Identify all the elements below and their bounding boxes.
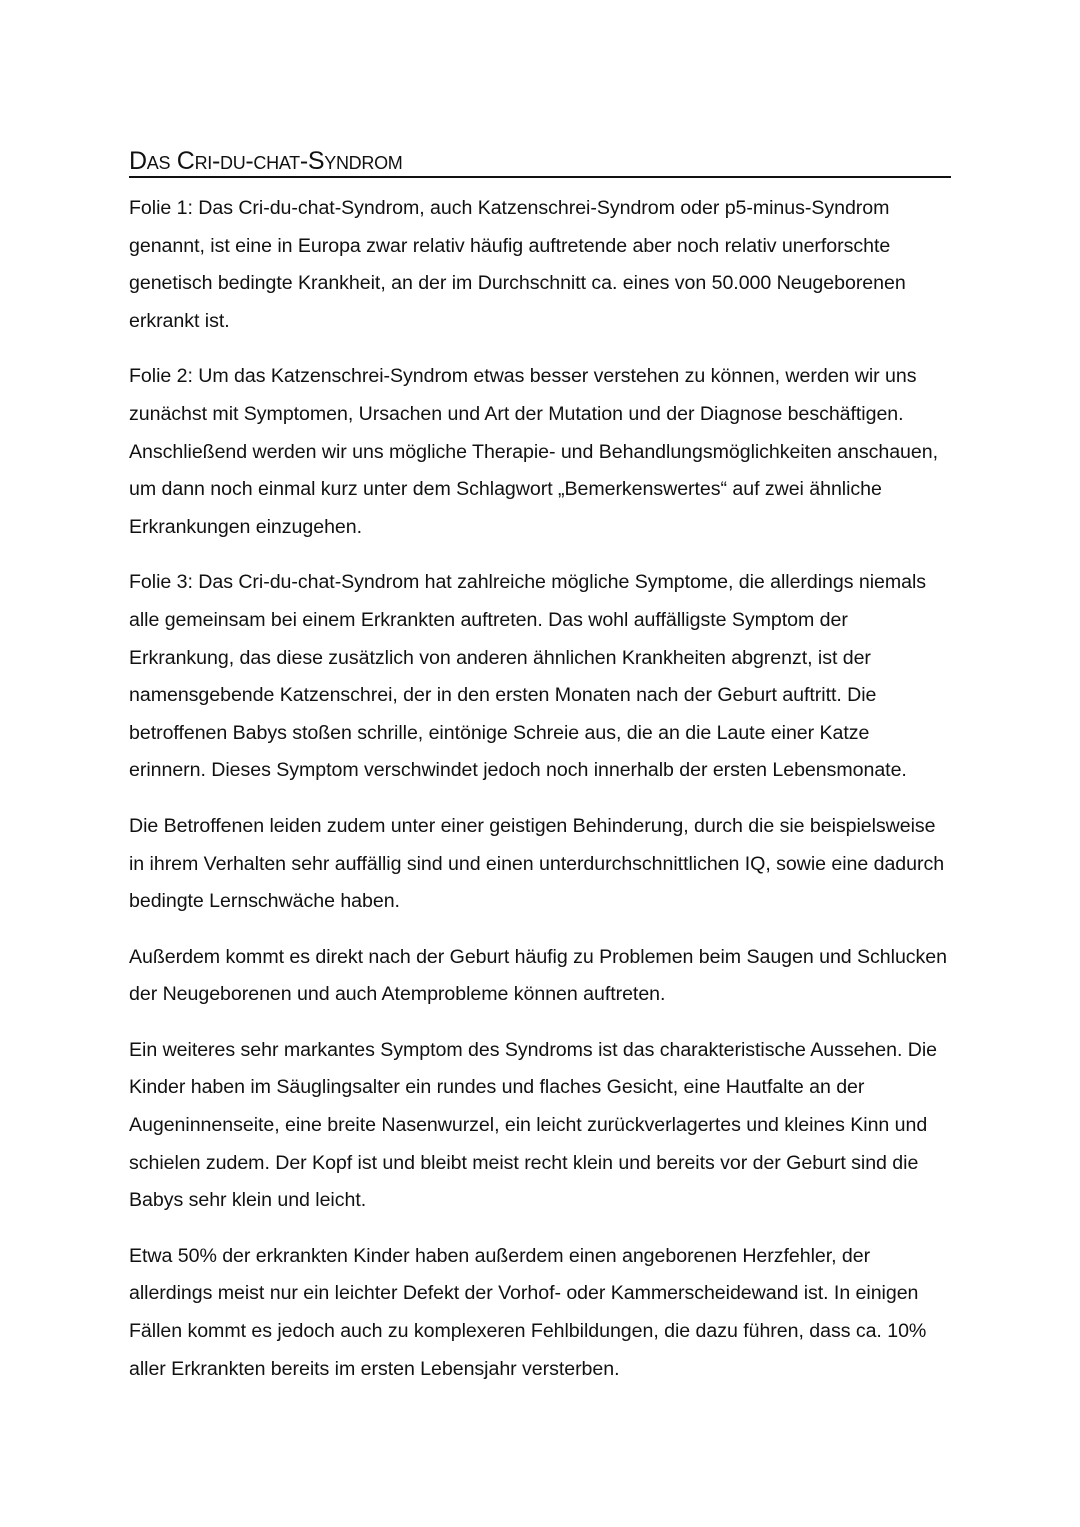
document-page (129, 146, 951, 1406)
paragraph-aussehen: Ein weiteres sehr markantes Symptom des Syndroms ist das charakteristische Aussehen. Die Kinder haben im Säuglingsalter ein rundes und flaches Gesicht, eine Hautfalte an der Augeninnenseite, eine breite Nasenwurzel, ein leicht zurückverlagertes und kleines Kinn und schielen zudem. Der Kopf ist und bleibt meist recht klein und bereits vor der Geburt sind die Babys sehr klein und leicht. (129, 1038, 937, 1212)
document-body (129, 190, 951, 1388)
document-title: Das Cri-du-chat-Syndrom (129, 146, 951, 178)
paragraph-folie-2: Folie 2: Um das Katzenschrei-Syndrom etwas besser verstehen zu können, werden wir uns zunächst mit Symptomen, Ursachen und Art der Mutation und der Diagnose beschäftigen. Anschließend werden wir uns mögliche Therapie- und Behandlungsmöglichkeiten anschauen, um dann noch einmal kurz unter dem Schlagwort „Bemerkenswertes“ auf zwei ähnliche Erkrankungen einzugehen. (129, 365, 938, 538)
paragraph-folie-3: Folie 3: Das Cri-du-chat-Syndrom hat zahlreiche mögliche Symptome, die allerdings niemals alle gemeinsam bei einem Erkrankten auftreten. Das wohl auffälligste Symptom der Erkrankung, das diese zusätzlich von anderen ähnlichen Krankheiten abgrenzt, ist der namensgebende Katzenschrei, der in den ersten Monaten nach der Geburt auftritt. Die betroffenen Babys stoßen schrille, eintönige Schreie aus, die an die Laute einer Katze erinnern. Dieses Symptom verschwindet jedoch noch innerhalb der ersten Lebensmonate. (129, 571, 927, 782)
paragraph-saugen-schlucken: Außerdem kommt es direkt nach der Geburt häufig zu Problemen beim Saugen und Schlucken der Neugeborenen und auch Atemprobleme können auftreten. (129, 945, 947, 1006)
paragraph-folie-1: Folie 1: Das Cri-du-chat-Syndrom, auch Katzenschrei-Syndrom oder p5-minus-Syndrom genannt, ist eine in Europa zwar relativ häufig auftretende aber noch relativ unerforschte genetisch bedingte Krankheit, an der im Durchschnitt ca. eines von 50.000 Neugeborenen erkrankt ist. (129, 197, 906, 332)
paragraph-geistige-behinderung: Die Betroffenen leiden zudem unter einer geistigen Behinderung, durch die sie beispielsweise in ihrem Verhalten sehr auffällig sind und einen unterdurchschnittlichen IQ, sowie eine dadurch bedingte Lernschwäche haben. (129, 814, 945, 913)
paragraph-herzfehler: Etwa 50% der erkrankten Kinder haben außerdem einen angeborenen Herzfehler, der allerdings meist nur ein leichter Defekt der Vorhof- oder Kammerscheidewand ist. In einigen Fällen kommt es jedoch auch zu komplexeren Fehlbildungen, die dazu führen, dass ca. 10% aller Erkrankten bereits im ersten Lebensjahr versterben. (129, 1244, 927, 1380)
